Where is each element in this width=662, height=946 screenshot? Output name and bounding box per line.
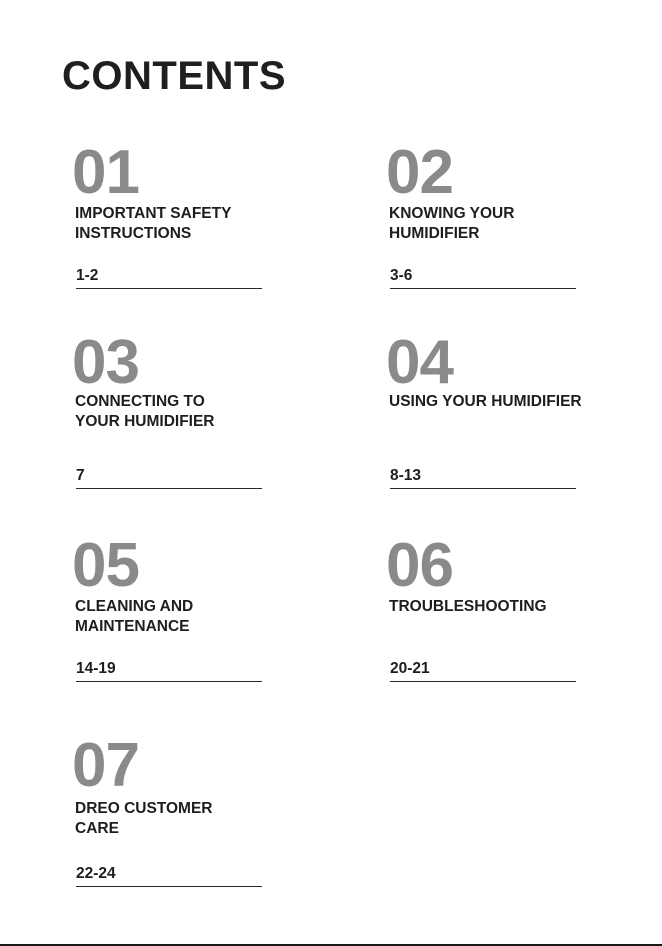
section-page-range[interactable]: 22-24 xyxy=(76,864,262,887)
section-number: 03 xyxy=(72,328,139,397)
section-number: 01 xyxy=(72,138,139,207)
section-number: 02 xyxy=(386,138,453,207)
section-title: IMPORTANT SAFETY INSTRUCTIONS xyxy=(75,205,232,242)
section-page-range[interactable]: 14-19 xyxy=(76,659,262,682)
section-number: 04 xyxy=(386,328,453,397)
section-page-range[interactable]: 7 xyxy=(76,466,262,489)
section-number: 05 xyxy=(72,531,139,600)
section-number: 07 xyxy=(72,731,139,800)
section-title: KNOWING YOUR HUMIDIFIER xyxy=(389,205,515,242)
section-title: USING YOUR HUMIDIFIER xyxy=(389,393,582,410)
section-title: CLEANING AND MAINTENANCE xyxy=(75,598,194,635)
section-page-range[interactable]: 1-2 xyxy=(76,266,262,289)
section-page-range[interactable]: 20-21 xyxy=(390,659,576,682)
section-title: TROUBLESHOOTING xyxy=(389,598,547,615)
section-title: DREO CUSTOMER CARE xyxy=(75,800,213,837)
section-page-range[interactable]: 3-6 xyxy=(390,266,576,289)
section-page-range[interactable]: 8-13 xyxy=(390,466,576,489)
section-title: CONNECTING TO YOUR HUMIDIFIER xyxy=(75,393,215,430)
section-number: 06 xyxy=(386,531,453,600)
page-title: CONTENTS xyxy=(62,54,286,98)
